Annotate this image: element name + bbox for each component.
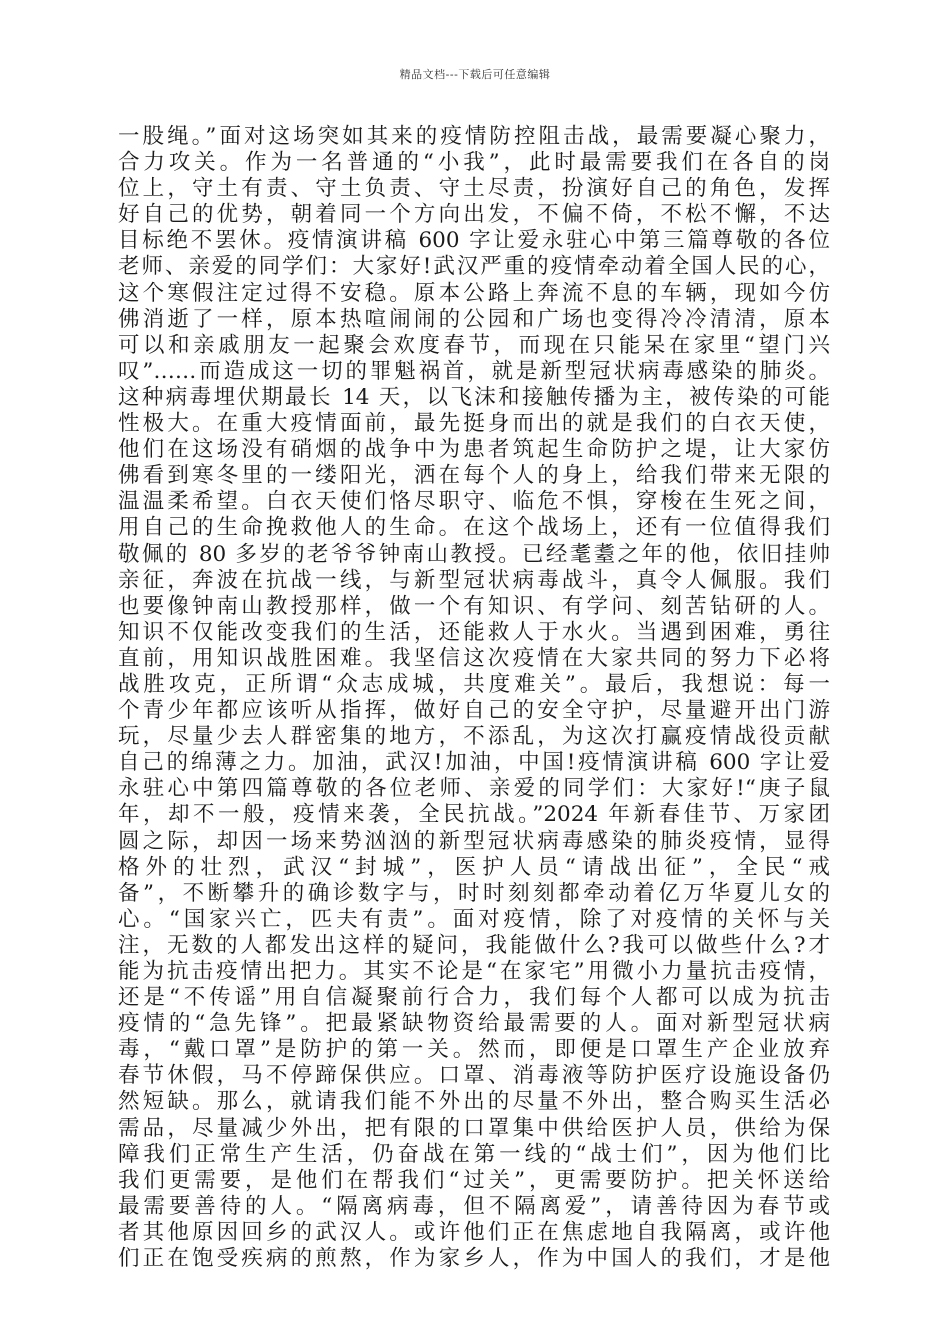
text-line: 还是“不传谣”用自信凝聚前行合力，我们每个人都可以成为抗击 (118, 985, 830, 1011)
text-line: 格外的壮烈，武汉“封城”，医护人员“请战出征”，全民“戒 (118, 854, 830, 880)
text-line: 永驻心中第四篇尊敬的各位老师、亲爱的同学们：大家好!“庚子鼠 (118, 776, 830, 802)
text-line: 个青少年都应该听从指挥，做好自己的安全守护，尽量避开出门游 (118, 698, 830, 724)
text-line: 我们更需要，是他们在帮我们“过关”，更需要防护。把关怀送给 (118, 1167, 830, 1193)
text-line: 注，无数的人都发出这样的疑问，我能做什么?我可以做些什么?才 (118, 932, 830, 958)
text-line: 这种病毒埋伏期最长 14 天，以飞沫和接触传播为主，被传染的可能 (118, 384, 830, 410)
text-line: 用自己的生命挽救他人的生命。在这个战场上，还有一位值得我们 (118, 515, 830, 541)
text-line: 目标绝不罢休。疫情演讲稿 600 字让爱永驻心中第三篇尊敬的各位 (118, 228, 830, 254)
text-line: 毒，“戴口罩”是防护的第一关。然而，即便是口罩生产企业放弃 (118, 1037, 830, 1063)
text-line: 也要像钟南山教授那样，做一个有知识、有学问、刻苦钻研的人。 (118, 593, 830, 619)
text-line: 自己的绵薄之力。加油，武汉!加油，中国!疫情演讲稿 600 字让爱 (118, 750, 830, 776)
text-line: 年，却不一般，疫情来袭，全民抗战。”2024 年新春佳节、万家团 (118, 802, 830, 828)
text-line: 老师、亲爱的同学们：大家好!武汉严重的疫情牵动着全国人民的心， (118, 254, 830, 280)
text-line: 一股绳。”面对这场突如其来的疫情防控阻击战，最需要凝心聚力， (118, 124, 830, 149)
text-line: 叹”……而造成这一切的罪魁祸首，就是新型冠状病毒感染的肺炎。 (118, 358, 830, 384)
text-line: 障我们正常生产生活，仍奋战在第一线的“战士们”，因为他们比 (118, 1141, 830, 1167)
text-line: 圆之际，却因一场来势汹汹的新型冠状病毒感染的肺炎疫情，显得 (118, 828, 830, 854)
text-line: 备”，不断攀升的确诊数字与，时时刻刻都牵动着亿万华夏儿女的 (118, 880, 830, 906)
text-line: 这个寒假注定过得不安稳。原本公路上奔流不息的车辆，现如今仿 (118, 280, 830, 306)
text-line: 位上，守土有责、守土负责、守土尽责，扮演好自己的角色，发挥 (118, 176, 830, 202)
text-line: 需品，尽量减少外出，把有限的口罩集中供给医护人员，供给为保 (118, 1115, 830, 1141)
text-line: 直前，用知识战胜困难。我坚信这次疫情在大家共同的努力下必将 (118, 645, 830, 671)
text-line: 佛看到寒冬里的一缕阳光，洒在每个人的身上，给我们带来无限的 (118, 463, 830, 489)
text-line: 亲征，奔波在抗战一线，与新型冠状病毒战斗，真令人佩服。我们 (118, 567, 830, 593)
text-line: 疫情的“急先锋”。把最紧缺物资给最需要的人。面对新型冠状病 (118, 1011, 830, 1037)
document-body (118, 124, 830, 1272)
text-line: 知识不仅能改变我们的生活，还能救人于水火。当遇到困难，勇往 (118, 619, 830, 645)
text-line: 玩，尽量少去人群密集的地方，不添乱，为这次打赢疫情战役贡献 (118, 724, 830, 750)
text-line: 能为抗击疫情出把力。其实不论是“在家宅”用微小力量抗击疫情， (118, 959, 830, 984)
text-line: 然短缺。那么，就请我们能不外出的尽量不外出，整合购买生活必 (118, 1089, 830, 1115)
text-line: 战胜攻克，正所谓“众志成城，共度难关”。最后，我想说：每一 (118, 671, 830, 697)
text-line: 可以和亲戚朋友一起聚会欢度春节，而现在只能呆在家里“望门兴 (118, 332, 830, 358)
text-line: 他们在这场没有硝烟的战争中为患者筑起生命防护之堤，让大家仿 (118, 437, 830, 463)
text-line: 合力攻关。作为一名普通的“小我”，此时最需要我们在各自的岗 (118, 150, 830, 176)
text-line: 性极大。在重大疫情面前，最先挺身而出的就是我们的白衣天使， (118, 411, 830, 437)
text-line: 好自己的优势，朝着同一个方向出发，不偏不倚，不松不懈，不达 (118, 202, 830, 228)
page-header: 精品文档---下载后可任意编辑 (399, 68, 551, 81)
text-line: 温温柔希望。白衣天使们恪尽职守、临危不惧，穿梭在生死之间， (118, 489, 830, 515)
text-line: 者其他原因回乡的武汉人。或许他们正在焦虑地自我隔离，或许他 (118, 1219, 830, 1245)
text-line: 佛消逝了一样，原本热喧闹闹的公园和广场也变得冷冷清清，原本 (118, 306, 830, 332)
text-line: 春节休假，马不停蹄保供应。口罩、消毒液等防护医疗设施设备仍 (118, 1063, 830, 1089)
text-line: 心。“国家兴亡，匹夫有责”。面对疫情，除了对疫情的关怀与关 (118, 906, 830, 932)
text-line: 们正在饱受疾病的煎熬，作为家乡人，作为中国人的我们，才是他 (118, 1246, 830, 1272)
text-line: 最需要善待的人。“隔离病毒，但不隔离爱”，请善待因为春节或 (118, 1193, 830, 1219)
text-line: 敬佩的 80 多岁的老爷爷钟南山教授。已经耄耋之年的他，依旧挂帅 (118, 541, 830, 567)
